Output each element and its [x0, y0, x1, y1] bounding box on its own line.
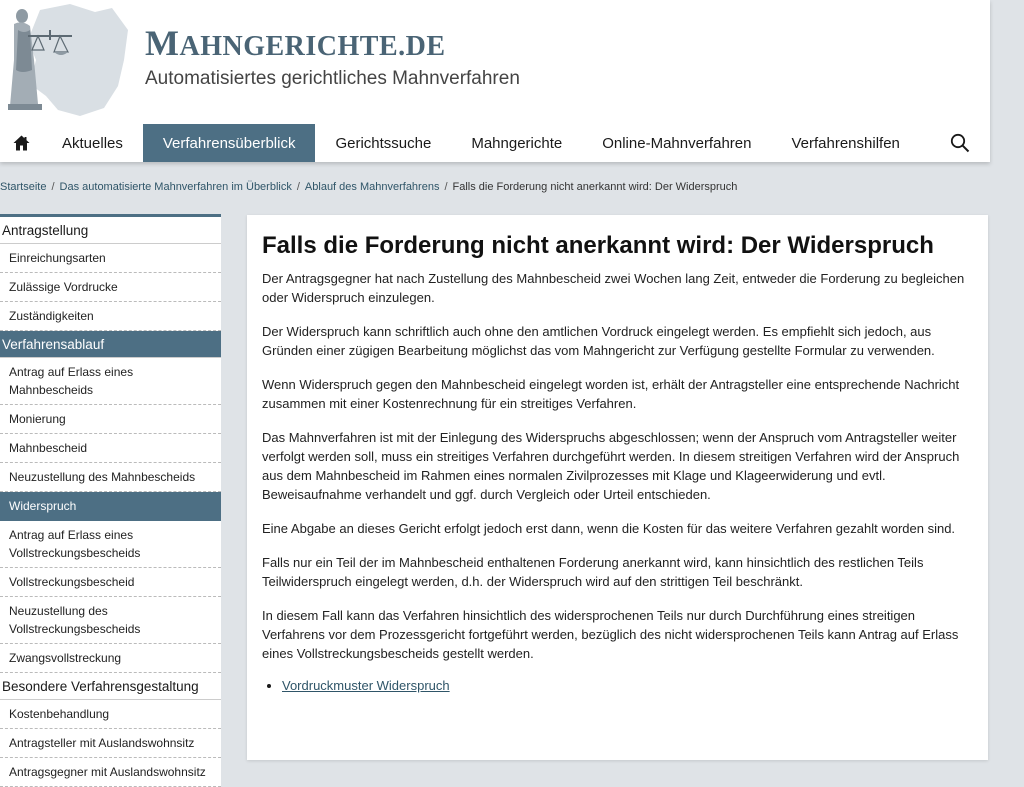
- sidebar-item-neuzustellung-vollstreckungsbescheid[interactable]: Neuzustellung des Vollstreckungsbescheids: [0, 597, 221, 644]
- paragraph: Der Widerspruch kann schriftlich auch ohne den amtlichen Vordruck eingelegt werden. Es empfiehlt sich jedoch, aus Gründen einer zügigen Bearbeitung möglichst das vom Mahngericht zur Verfügung gestellte Formular zu verwenden.: [262, 324, 935, 358]
- sidebar-item-neuzustellung-mahnbescheid[interactable]: Neuzustellung des Mahnbescheids: [0, 463, 221, 492]
- page-title: Falls die Forderung nicht anerkannt wird: Der Widerspruch: [262, 232, 934, 259]
- sidebar-item-antragsteller-ausland[interactable]: Antragsteller mit Auslandswohnsitz: [0, 729, 221, 758]
- sidebar-nav: [0, 214, 221, 787]
- nav-aktuelles[interactable]: Aktuelles: [62, 134, 123, 152]
- home-icon: [13, 135, 30, 151]
- link-list: [262, 676, 973, 695]
- breadcrumb-separator: /: [444, 181, 448, 193]
- nav-online-mahnverfahren[interactable]: Online-Mahnverfahren: [602, 134, 752, 152]
- sidebar-section-verfahrensablauf[interactable]: Verfahrensablauf: [0, 331, 221, 358]
- nav-gerichtssuche[interactable]: Gerichtssuche: [335, 134, 432, 152]
- breadcrumb: [0, 181, 1024, 193]
- sidebar-item-antrag-mahnbescheid[interactable]: Antrag auf Erlass eines Mahnbescheids: [0, 358, 221, 405]
- nav-mahngerichte[interactable]: Mahngerichte: [471, 134, 563, 152]
- sidebar-item-kostenbehandlung[interactable]: Kostenbehandlung: [0, 700, 221, 729]
- sidebar-item-mahnbescheid[interactable]: Mahnbescheid: [0, 434, 221, 463]
- paragraph: Wenn Widerspruch gegen den Mahnbescheid eingelegt worden ist, erhält der Antragsteller eine entsprechende Nachricht zusammen mit einer Kostenrechnung für ein streitiges Verfahren.: [262, 377, 960, 411]
- site-header: [0, 0, 990, 162]
- sidebar-item-einreichungsarten[interactable]: Einreichungsarten: [0, 244, 221, 273]
- breadcrumb-current: Falls die Forderung nicht anerkannt wird: Der Widerspruch: [452, 181, 738, 193]
- sidebar-item-monierung[interactable]: Monierung: [0, 405, 221, 434]
- sidebar-section-antragstellung[interactable]: Antragstellung: [0, 217, 221, 244]
- site-title[interactable]: [145, 22, 446, 64]
- list-item: [282, 676, 973, 695]
- nav-search[interactable]: [930, 124, 990, 162]
- paragraph: Falls nur ein Teil der im Mahnbescheid enthaltenen Forderung anerkannt wird, kann hinsichtlich des restlichen Teils Teilwiderspruch eingelegt werden, d.h. der Widerspruch wird auf den strittigen Teil beschränkt.: [262, 555, 924, 589]
- sidebar-item-zwangsvollstreckung[interactable]: Zwangsvollstreckung: [0, 644, 221, 673]
- breadcrumb-ueberblick[interactable]: Das automatisierte Mahnverfahren im Überblick: [59, 181, 292, 193]
- sidebar-item-zulaessige-vordrucke[interactable]: Zulässige Vordrucke: [0, 273, 221, 302]
- vordruckmuster-widerspruch-link[interactable]: Vordruckmuster Widerspruch: [282, 678, 450, 693]
- site-title-rest: AHNGERICHTE.DE: [179, 31, 446, 62]
- main-content: [247, 215, 988, 760]
- paragraph: Eine Abgabe an dieses Gericht erfolgt jedoch erst dann, wenn die Kosten für das weitere Verfahren gezahlt worden sind.: [262, 521, 956, 536]
- breadcrumb-separator: /: [51, 181, 55, 193]
- search-icon: [950, 133, 970, 153]
- sidebar-item-zustaendigkeiten[interactable]: Zuständigkeiten: [0, 302, 221, 331]
- paragraph: Das Mahnverfahren ist mit der Einlegung des Widerspruchs abgeschlossen; wenn der Anspruch vom Antragsteller weiter verfolgt werden soll, muss ein streitiges Verfahren durchgeführt werden. In diesem streitigen Verfahren wird der Anspruch aus dem Mahnbescheid im Rahmen eines normalen Zivilprozesses mit Klage und Klageerwiderung und evtl. Beweisaufnahme verhandelt und ggf. durch Vergleich oder Urteil entschieden.: [262, 430, 960, 502]
- paragraph: In diesem Fall kann das Verfahren hinsichtlich des widersprochenen Teils nur durch Durchführung eines streitigen Verfahrens vor dem Prozessgericht fortgeführt werden, bezüglich des nicht widersprochenen Teils kann Antrag auf Erlass eines Vollstreckungsbescheids gestellt werden.: [262, 608, 959, 661]
- breadcrumb-separator: /: [296, 181, 300, 193]
- main-nav: [0, 124, 990, 162]
- sidebar-item-vollstreckungsbescheid[interactable]: Vollstreckungsbescheid: [0, 568, 221, 597]
- nav-verfahrenshilfen[interactable]: Verfahrenshilfen: [791, 134, 900, 152]
- site-subtitle: Automatisiertes gerichtliches Mahnverfahren: [145, 68, 520, 89]
- site-title-initial: M: [145, 23, 180, 63]
- justitia-logo[interactable]: [0, 0, 132, 118]
- paragraph: Der Antragsgegner hat nach Zustellung des Mahnbescheid zwei Wochen lang Zeit, entweder die Forderung zu begleichen oder Widerspruch einzulegen.: [262, 271, 965, 305]
- nav-verfahrensueberblick[interactable]: Verfahrensüberblick: [143, 124, 316, 162]
- sidebar-item-antrag-vollstreckungsbescheid[interactable]: Antrag auf Erlass eines Vollstreckungsbescheids: [0, 521, 221, 568]
- breadcrumb-startseite[interactable]: Startseite: [0, 181, 47, 193]
- sidebar-item-antragsgegner-ausland[interactable]: Antragsgegner mit Auslandswohnsitz: [0, 758, 221, 787]
- breadcrumb-ablauf[interactable]: Ablauf des Mahnverfahrens: [304, 181, 440, 193]
- sidebar-item-widerspruch[interactable]: Widerspruch: [0, 492, 221, 521]
- sidebar-section-besondere-verfahrensgestaltung[interactable]: Besondere Verfahrensgestaltung: [0, 673, 221, 700]
- nav-home[interactable]: [0, 124, 42, 162]
